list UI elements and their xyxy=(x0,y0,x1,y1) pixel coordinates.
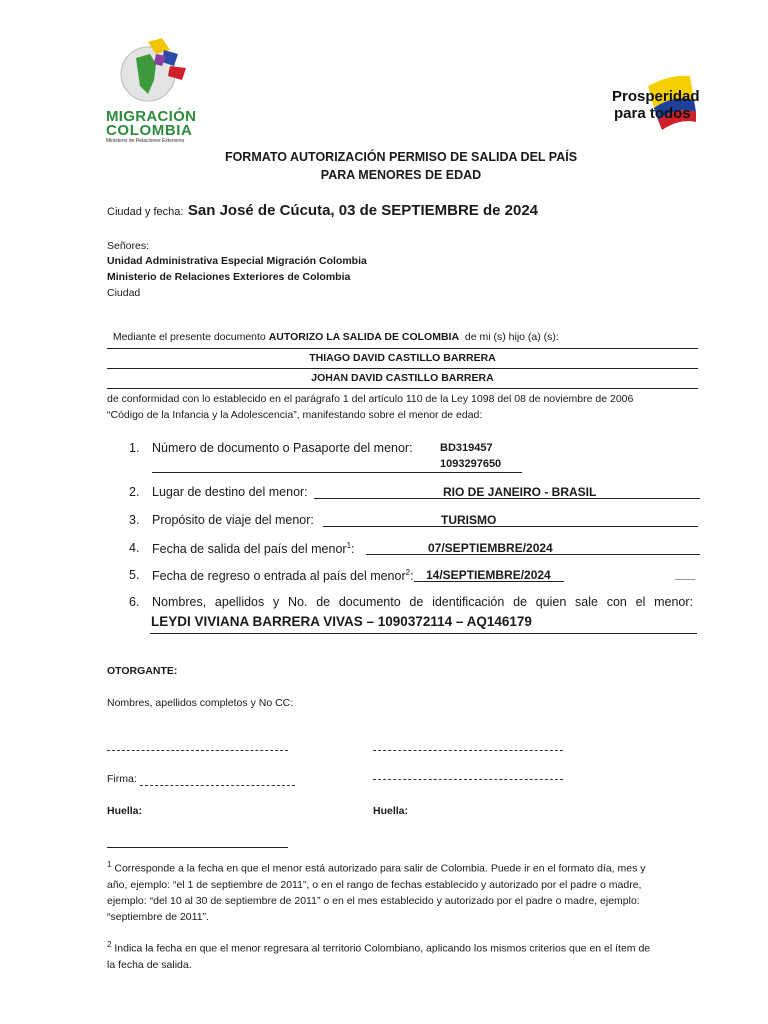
footnote-1-line1: Corresponde a la fecha en que el menor está autorizado para salir de Colombia. Puede ir en el formato día, mes y xyxy=(111,862,646,875)
item-5-underline xyxy=(414,581,564,582)
grantor-heading: OTORGANTE: xyxy=(107,665,178,677)
logo-text-ministerio: Ministerio de Relaciones Exteriores xyxy=(106,138,185,144)
item-2-underline xyxy=(314,498,700,499)
grantor-names-label: Nombres, apellidos completos y No CC: xyxy=(107,697,294,709)
grantor-names-line-left xyxy=(107,750,288,751)
intro-bold: AUTORIZO LA SALIDA DE COLOMBIA xyxy=(268,331,460,343)
globe-map-icon xyxy=(104,36,204,108)
addressee-line2: Ministerio de Relaciones Exteriores de Colombia xyxy=(107,271,351,283)
item-3-value: TURISMO xyxy=(441,513,497,527)
item-4-label-group xyxy=(152,541,355,556)
children-table-top-rule xyxy=(107,348,698,349)
logo-text-para-todos: para todos xyxy=(614,105,691,122)
item-5-trailing-blank: ___ xyxy=(675,567,696,581)
document-title-line1: FORMATO AUTORIZACIÓN PERMISO DE SALIDA DEL PAÍS xyxy=(224,150,578,164)
child-name-1: THIAGO DAVID CASTILLO BARRERA xyxy=(309,352,496,364)
item-1-underline xyxy=(152,472,522,473)
conformity-line2: “Código de la Infancia y la Adolescencia”, manifestando sobre el menor de edad: xyxy=(107,409,483,421)
footnote-1-line3: ejemplo: “del 10 al 30 de septiembre de 2011” o en el mes establecido y autorizado por el padre o madre, ejemplo: xyxy=(107,894,640,907)
item-2-number: 2. xyxy=(129,485,140,499)
child-name-2: JOHAN DAVID CASTILLO BARRERA xyxy=(311,372,494,384)
footnote-1-line2: año, ejemplo: “el 1 de septiembre de 2011”, o en el rango de fechas establecido y autorizado por el padre o madre, xyxy=(107,878,642,891)
footnote-2 xyxy=(107,937,699,973)
item-5-value: 14/SEPTIEMBRE/2024 xyxy=(426,568,551,582)
addressee-city: Ciudad xyxy=(107,287,141,299)
item-4-underline xyxy=(366,554,700,555)
footnote-1-mark: 1 xyxy=(107,860,112,869)
signature-line-left xyxy=(140,785,295,786)
item-5-footnote-ref: 2 xyxy=(405,568,411,577)
item-1-value-passport: BD319457 xyxy=(440,442,493,454)
item-5-label-group xyxy=(152,568,414,583)
logo-text-prosperidad: Prosperidad xyxy=(612,88,700,105)
city-date-value: San José de Cúcuta, 03 de SEPTIEMBRE de 2024 xyxy=(187,202,539,219)
item-4-label: Fecha de salida del país del menor xyxy=(152,542,347,557)
footnote-separator xyxy=(107,847,288,848)
footnote-2-line1: Indica la fecha en que el menor regresara al territorio Colombiano, aplicando los mismos criterios que en el ítem de xyxy=(111,942,651,955)
signature-label: Firma: xyxy=(107,773,137,785)
item-4-footnote-ref: 1 xyxy=(346,541,352,550)
item-3-number: 3. xyxy=(129,513,140,527)
conformity-line1: de conformidad con lo establecido en el parágrafo 1 del artículo 110 de la Ley 1098 del 08 de noviembre de 2006 xyxy=(107,393,634,405)
footnote-2-line2: la fecha de salida. xyxy=(107,958,192,971)
footnote-1 xyxy=(107,857,699,925)
item-3-label: Propósito de viaje del menor: xyxy=(152,513,314,527)
item-1-value-id: 1093297650 xyxy=(440,458,502,470)
footnote-1-line4: “septiembre de 2011”. xyxy=(107,910,209,923)
item-6-value: LEYDI VIVIANA BARRERA VIVAS – 1090372114 – AQ146179 xyxy=(151,614,532,629)
logo-text-colombia: COLOMBIA xyxy=(106,122,193,139)
item-4-value: 07/SEPTIEMBRE/2024 xyxy=(428,541,553,555)
item-3-underline xyxy=(323,526,698,527)
item-5-number: 5. xyxy=(129,568,140,582)
intro-post: de mi (s) hijo (a) (s): xyxy=(459,331,559,343)
prosperidad-para-todos-logo xyxy=(608,72,698,136)
item-6-number: 6. xyxy=(129,595,140,609)
item-4-colon: : xyxy=(351,542,355,557)
item-2-label: Lugar de destino del menor: xyxy=(152,485,308,499)
item-1-label: Número de documento o Pasaporte del menor: xyxy=(152,441,413,455)
logo-text-migracion: MIGRACIÓN xyxy=(106,108,197,125)
item-1-number: 1. xyxy=(129,441,140,455)
addressee-greeting: Señores: xyxy=(107,240,150,252)
item-4-number: 4. xyxy=(129,541,140,555)
item-6-underline xyxy=(150,633,697,634)
document-title-line2: PARA MENORES DE EDAD xyxy=(320,168,482,182)
grantor-names-line-right xyxy=(373,750,563,751)
addressee-line1: Unidad Administrativa Especial Migración Colombia xyxy=(107,255,367,267)
children-table-bottom-rule xyxy=(107,388,698,389)
fingerprint-label-left: Huella: xyxy=(107,805,143,817)
city-date-row xyxy=(107,202,538,220)
city-date-label: Ciudad y fecha: xyxy=(107,206,184,218)
migracion-colombia-logo xyxy=(104,36,204,146)
item-6-label: Nombres, apellidos y No. de documento de identificación de quien sale con el menor: xyxy=(152,595,693,609)
intro-pre: Mediante el presente documento xyxy=(112,331,269,343)
item-5-label: Fecha de regreso o entrada al país del menor xyxy=(152,569,406,584)
footnote-2-mark: 2 xyxy=(107,940,112,949)
item-5-colon: : xyxy=(410,569,414,584)
signature-line-right xyxy=(373,779,563,780)
item-2-value: RIO DE JANEIRO - BRASIL xyxy=(443,485,597,499)
children-table-mid-rule xyxy=(107,368,698,369)
intro-paragraph xyxy=(107,319,559,343)
fingerprint-label-right: Huella: xyxy=(373,805,409,817)
